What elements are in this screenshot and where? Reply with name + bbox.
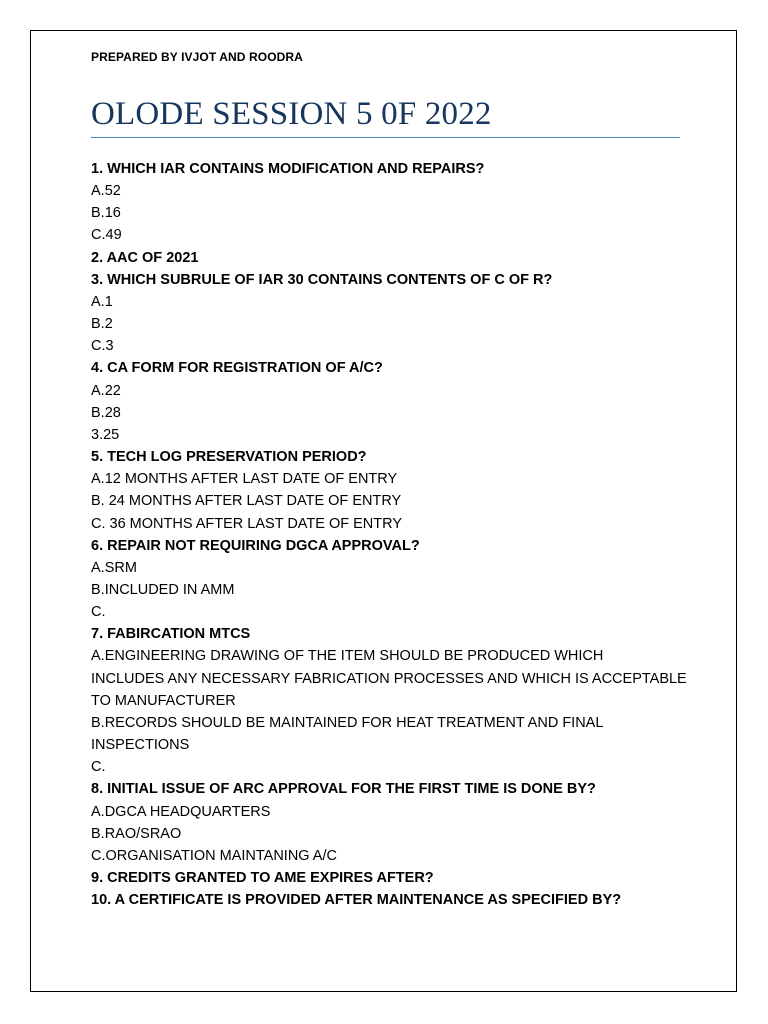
prepared-by-header: PREPARED BY IVJOT AND ROODRA (91, 50, 303, 64)
option-line: A.52 (91, 183, 121, 200)
option-line: B. 24 MONTHS AFTER LAST DATE OF ENTRY (91, 493, 402, 510)
question-line: 9. CREDITS GRANTED TO AME EXPIRES AFTER? (91, 870, 434, 886)
option-line: A.SRM (91, 559, 137, 576)
option-line: A.1 (91, 293, 113, 310)
option-line: B.2 (91, 316, 113, 333)
question-line: 2. AAC OF 2021 (91, 249, 199, 266)
option-line: 3.25 (91, 426, 120, 443)
option-line: C. (91, 604, 106, 621)
option-line: B.16 (91, 205, 121, 222)
option-line: C.49 (91, 227, 122, 244)
option-line: C.3 (91, 338, 114, 355)
option-line: B.RAO/SRAO (91, 825, 182, 842)
option-line: A.DGCA HEADQUARTERS (91, 803, 271, 820)
option-line: A.ENGINEERING DRAWING OF THE ITEM SHOULD BE PRODUCED WHICH (91, 648, 604, 665)
option-line: INCLUDES ANY NECESSARY FABRICATION PROCESSES AND WHICH IS ACCEPTABLE (91, 670, 687, 687)
question-list (91, 158, 691, 911)
title-underline (91, 137, 680, 138)
option-line: C. 36 MONTHS AFTER LAST DATE OF ENTRY (91, 515, 402, 532)
document-page (30, 30, 737, 992)
option-line: B.28 (91, 404, 121, 421)
option-line: INSPECTIONS (91, 737, 190, 754)
question-line: 10. A CERTIFICATE IS PROVIDED AFTER MAINTENANCE AS SPECIFIED BY? (91, 892, 622, 909)
document-title: OLODE SESSION 5 0F 2022 (91, 96, 492, 132)
option-line: A.22 (91, 382, 121, 399)
question-line: 7. FABIRCATION MTCS (91, 626, 251, 643)
option-line: B.RECORDS SHOULD BE MAINTAINED FOR HEAT TREATMENT AND FINAL (91, 714, 604, 731)
option-line: B.INCLUDED IN AMM (91, 581, 235, 598)
option-line: A.12 MONTHS AFTER LAST DATE OF ENTRY (91, 471, 398, 488)
question-line: 1. WHICH IAR CONTAINS MODIFICATION AND REPAIRS? (91, 161, 485, 177)
question-line: 8. INITIAL ISSUE OF ARC APPROVAL FOR THE FIRST TIME IS DONE BY? (91, 781, 596, 798)
option-line: C. (91, 759, 106, 776)
option-line: C.ORGANISATION MAINTANING A/C (91, 847, 337, 864)
question-line: 5. TECH LOG PRESERVATION PERIOD? (91, 449, 367, 466)
option-line: TO MANUFACTURER (91, 692, 236, 709)
question-line: 6. REPAIR NOT REQUIRING DGCA APPROVAL? (91, 537, 420, 554)
question-line: 3. WHICH SUBRULE OF IAR 30 CONTAINS CONTENTS OF C OF R? (91, 271, 553, 288)
question-line: 4. CA FORM FOR REGISTRATION OF A/C? (91, 360, 383, 377)
